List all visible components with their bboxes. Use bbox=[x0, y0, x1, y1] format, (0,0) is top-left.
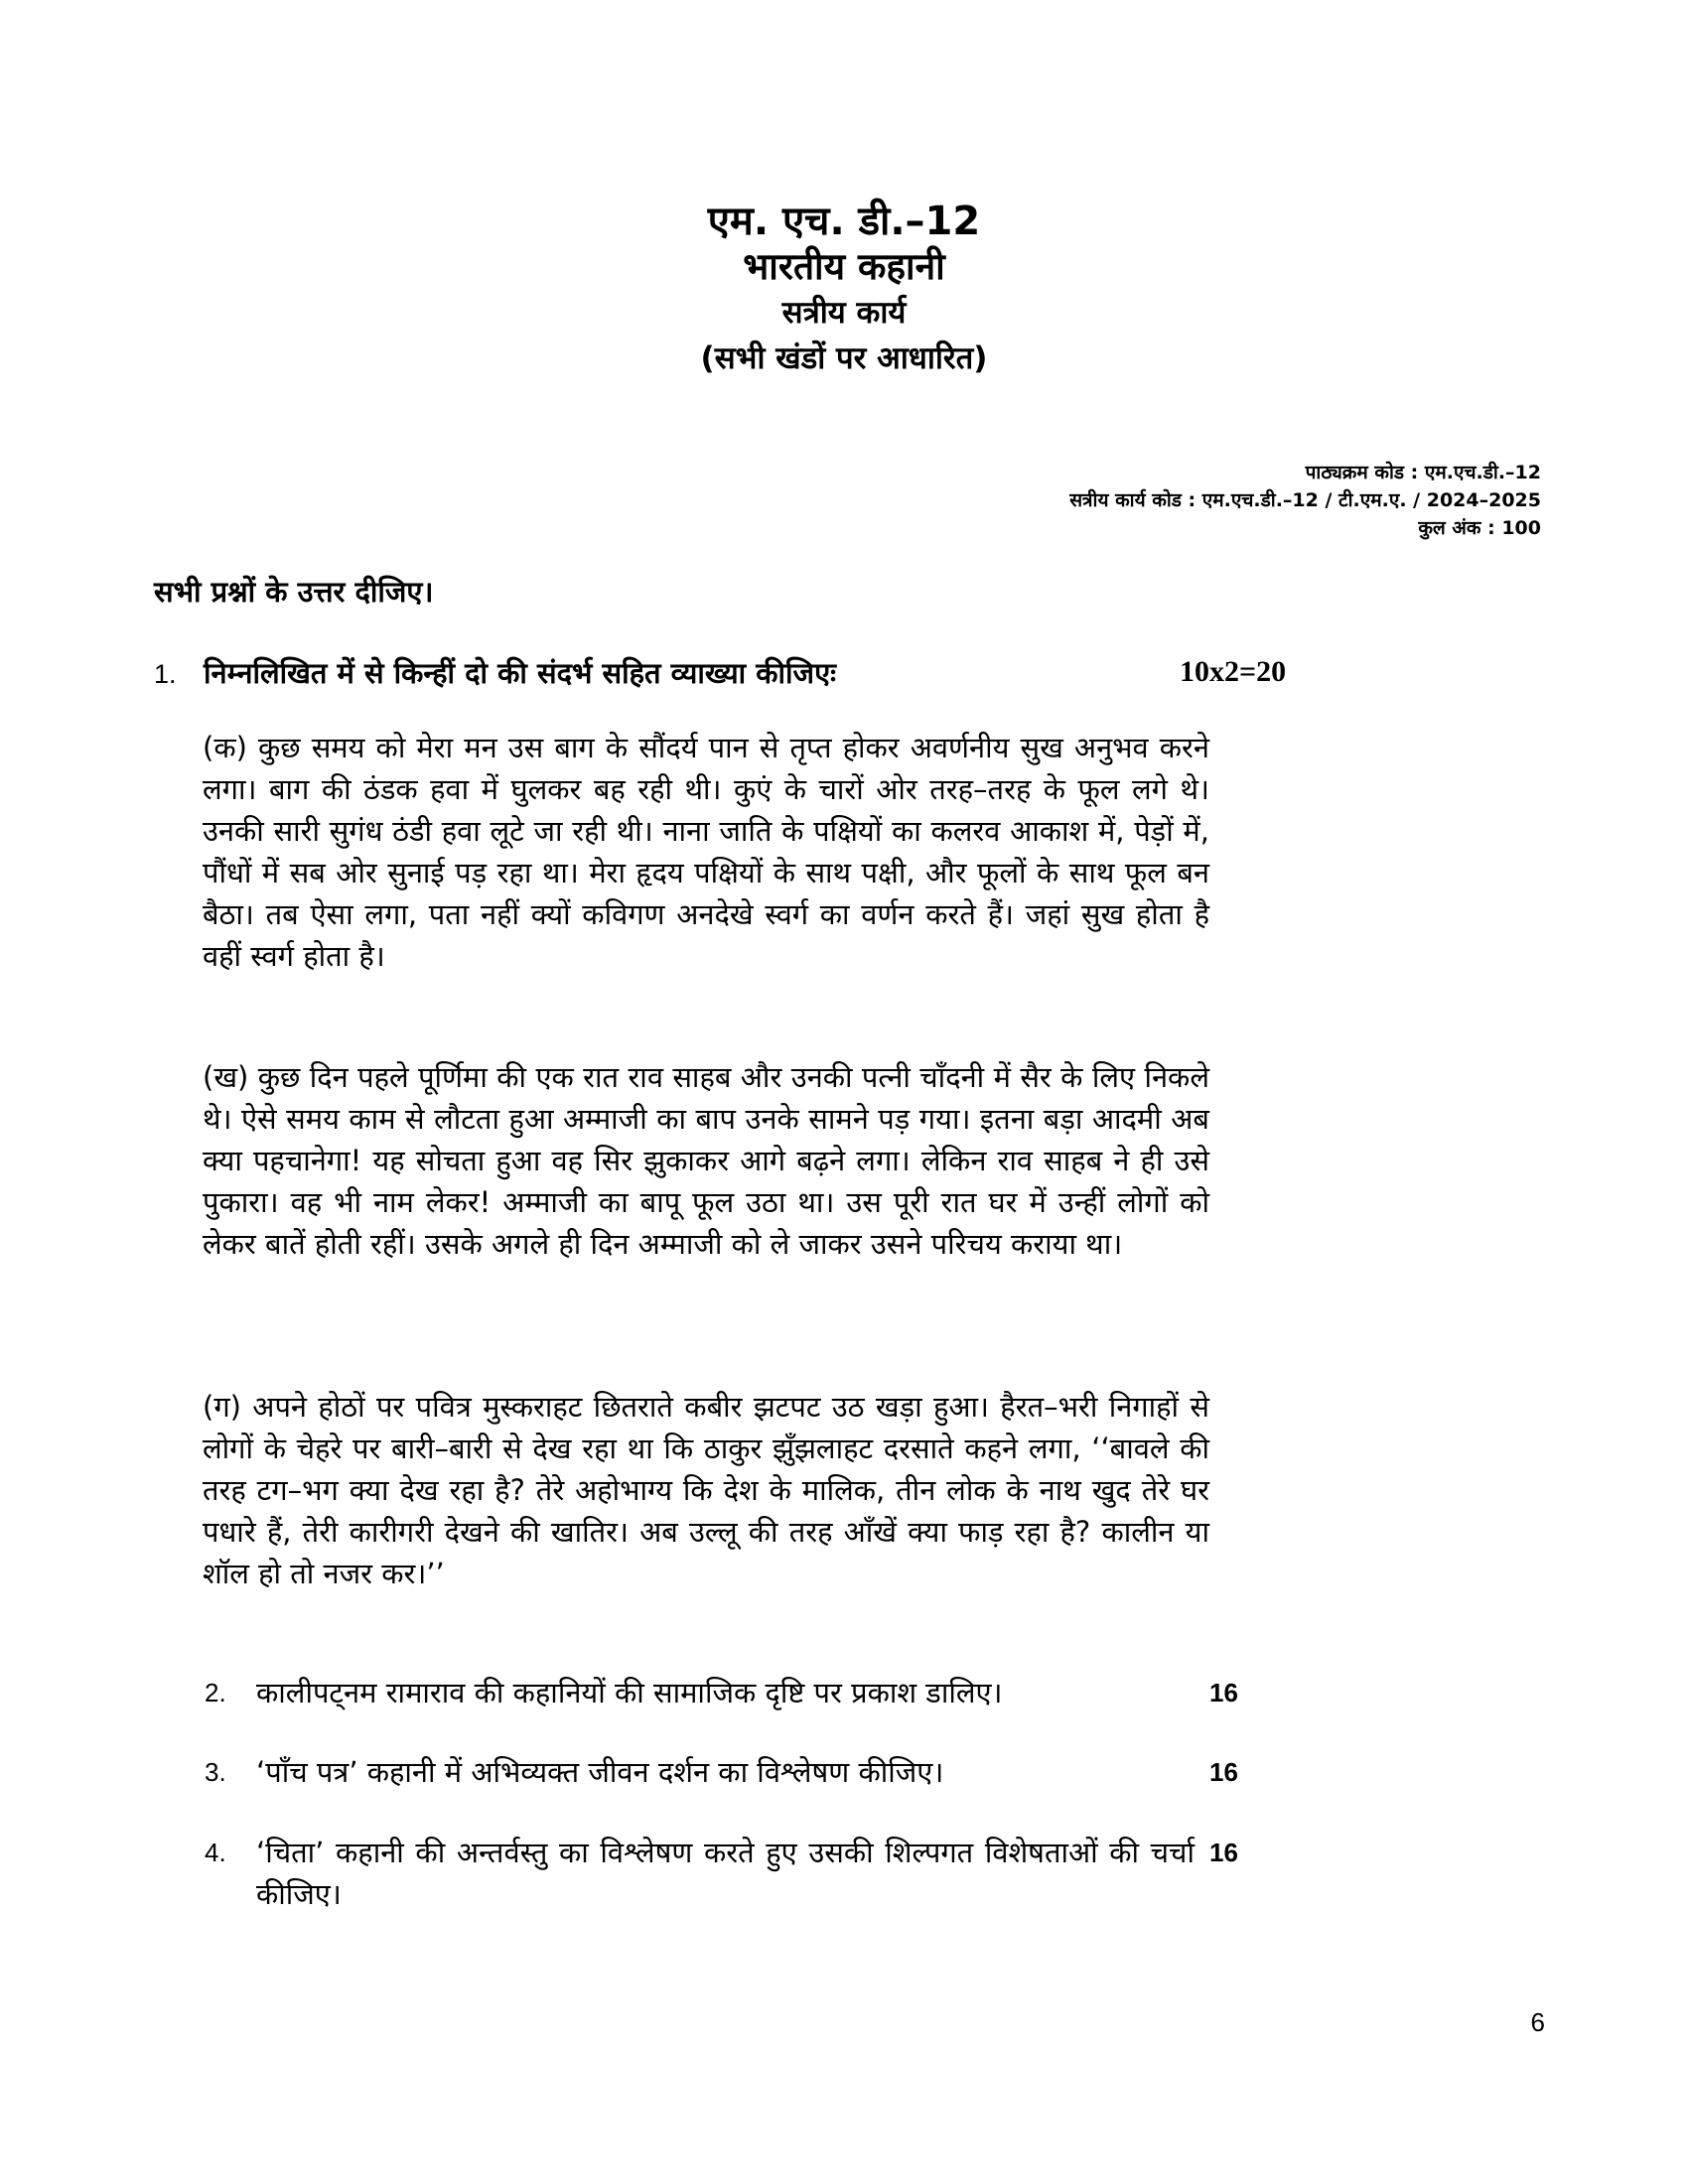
page-number: 6 bbox=[1530, 2007, 1545, 2037]
question-text: ‘पाँच पत्र’ कहानी में अभिव्यक्त जीवन दर्शन का विश्लेषण कीजिए। bbox=[256, 1755, 944, 1789]
course-codes bbox=[1069, 459, 1541, 542]
title-block bbox=[0, 199, 1688, 381]
passage-kha: (ख) कुछ दिन पहले पूर्णिमा की एक रात राव साहब और उनकी पत्नी चाँदनी में सैर के लिए निकले थे। ऐसे समय काम से लौटता हुआ अम्माजी का बाप उनके सामने पड़ गया। इतना बड़ा आदमी अब क्या पहचानेगा! यह सोचता हुआ वह सिर झुकाकर आगे बढ़ने लगा। लेकिन राव साहब ने ही उसे पुकारा। वह भी नाम लेकर! अम्माजी का बापू फूल उठा था। उस पूरी रात घर में उन्हीं लोगों को लेकर बातें होती रहीं। उसके अगले ही दिन अम्माजी को ले जाकर उसने परिचय कराया था। bbox=[203, 1060, 1209, 1261]
question-number: 4. bbox=[205, 1838, 226, 1867]
question-1 bbox=[154, 653, 836, 692]
instruction: सभी प्रश्नों के उत्तर दीजिए। bbox=[154, 575, 434, 609]
question-1-marks: 10x2=20 bbox=[1180, 655, 1287, 688]
course-name: भारतीय कहानी bbox=[743, 245, 945, 288]
question-number: 1. bbox=[154, 659, 177, 689]
assignment-code: सत्रीय कार्य कोड : एम.एच.डी.–12 / टी.एम.ए. / 2024–2025 bbox=[1069, 489, 1541, 511]
question-text: ‘चिता’ कहानी की अन्तर्वस्तु का विश्लेषण करते हुए उसकी शिल्पगत विशेषताओं की चर्चा कीजिए। bbox=[256, 1836, 1195, 1911]
document-type: सत्रीय कार्य bbox=[781, 295, 907, 331]
passage-ga: (ग) अपने होठों पर पवित्र मुस्कराहट छितराते कबीर झटपट उठ खड़ा हुआ। हैरत–भरी निगाहों से लोगों के चेहरे पर बारी–बारी से देख रहा था कि ठाकुर झुँझलाहट दरसाते कहने लगा, ‘‘बावले की तरह टग–भग क्या देख रहा है? तेरे अहोभाग्य कि देश के मालिक, तीन लोक के नाथ खुद तेरे घर पधारे हैं, तेरी कारीगरी देखने की खातिर। अब उल्लू की तरह आँखें क्या फाड़ रहा है? कालीन या शॉल हो तो नजर कर।’’ bbox=[203, 1390, 1209, 1590]
question-marks: 16 bbox=[1209, 1678, 1238, 1707]
passage-ka: (क) कुछ समय को मेरा मन उस बाग के सौंदर्य पान से तृप्त होकर अवर्णनीय सुख अनुभव करने लगा। बाग की ठंडक हवा में घुलकर बह रही थी। कुएं के चारों ओर तरह–तरह के फूल लगे थे। उनकी सारी सुगंध ठंडी हवा लूटे जा रही थी। नाना जाति के पक्षियों का कलरव आकाश में, पेड़ों में, पौंधों में सब ओर सुनाई पड़ रहा था। मेरा हृदय पक्षियों के साथ पक्षी, और फूलों के साथ फूल बन बैठा। तब ऐसा लगा, पता नहीं क्यों कविगण अनदेखे स्वर्ग का वर्णन करते हैं। जहां सुख होता है वहीं स्वर्ग होता है। bbox=[203, 731, 1209, 973]
question-marks: 16 bbox=[1209, 1838, 1238, 1867]
question-text: निम्नलिखित में से किन्हीं दो की संदर्भ सहित व्याख्या कीजिएः bbox=[204, 656, 836, 690]
question-marks: 16 bbox=[1209, 1757, 1238, 1787]
based-on-note: (सभी खंडों पर आधारित) bbox=[700, 341, 988, 376]
total-marks: कुल अंक : 100 bbox=[1418, 517, 1541, 539]
course-code: पाठ्यक्रम कोड : एम.एच.डी.–12 bbox=[1305, 462, 1541, 483]
question-number: 2. bbox=[205, 1678, 226, 1707]
course-title: एम. एच. डी.–12 bbox=[707, 199, 981, 244]
question-text: कालीपट्नम रामाराव की कहानियों की सामाजिक दृष्टि पर प्रकाश डालिए। bbox=[256, 1676, 1003, 1709]
question-number: 3. bbox=[205, 1757, 226, 1787]
